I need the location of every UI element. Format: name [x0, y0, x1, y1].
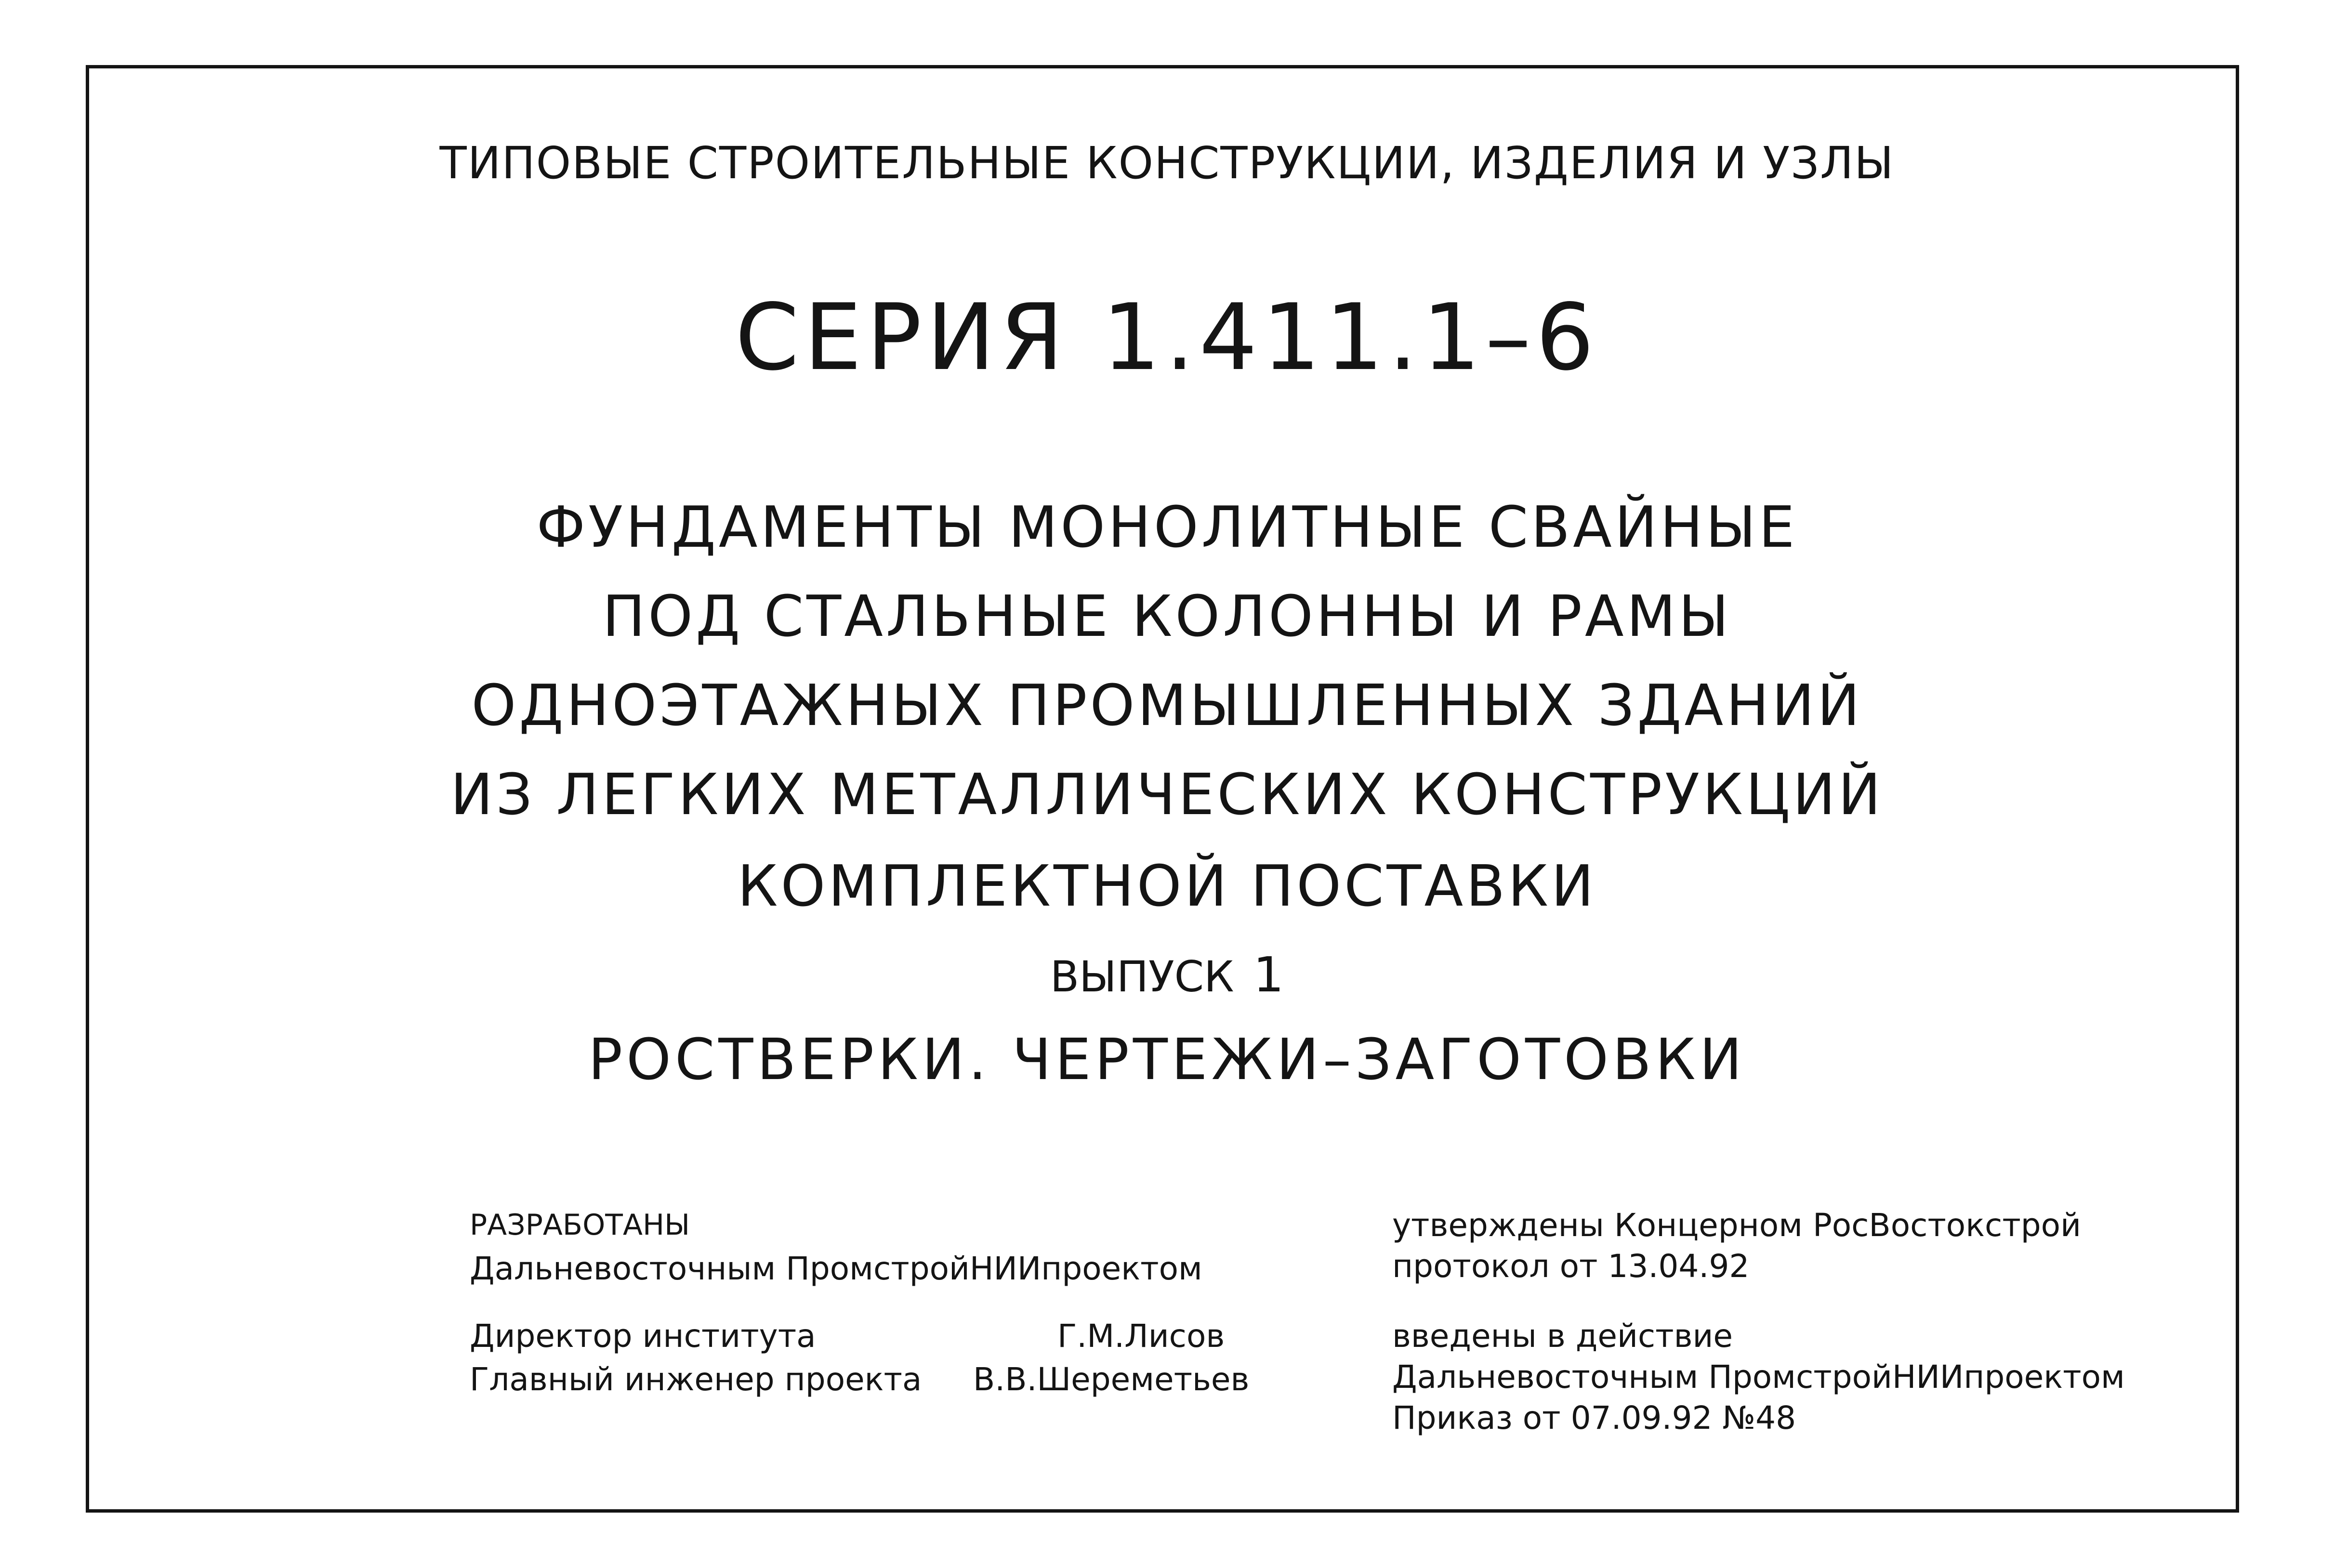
- title-line-5: КОМПЛЕКТНОЙ ПОСТАВКИ: [737, 853, 1597, 919]
- issue-number: 1: [1253, 947, 1284, 1003]
- chief-engineer-role: Главный инженер проекта: [470, 1361, 922, 1398]
- approved-line: утверждены Концерном РосВостокстрой: [1392, 1207, 2081, 1244]
- approved-protocol: протокол от 13.04.92: [1392, 1248, 1750, 1285]
- developed-org: Дальневосточным ПромстройНИИпроектом: [470, 1250, 1202, 1287]
- subtitle: РОСТВЕРКИ. ЧЕРТЕЖИ–ЗАГОТОВКИ: [588, 1026, 1746, 1093]
- enacted-order: Приказ от 07.09.92 №48: [1392, 1399, 1796, 1436]
- chief-engineer-name: В.В.Шереметьев: [973, 1361, 1250, 1398]
- director-role: Директор института: [470, 1318, 816, 1355]
- header-line: ТИПОВЫЕ СТРОИТЕЛЬНЫЕ КОНСТРУКЦИИ, ИЗДЕЛИЯ И УЗЛЫ: [439, 137, 1895, 189]
- title-line-2: ПОД СТАЛЬНЫЕ КОЛОННЫ И РАМЫ: [602, 583, 1732, 649]
- issue-block: [0, 947, 2334, 1003]
- title-line-4: ИЗ ЛЕГКИХ МЕТАЛЛИЧЕСКИХ КОНСТРУКЦИЙ: [450, 761, 1884, 828]
- developed-label: РАЗРАБОТАНЫ: [470, 1208, 690, 1242]
- title-line-1: ФУНДАМЕНТЫ МОНОЛИТНЫЕ СВАЙНЫЕ: [536, 494, 1798, 560]
- director-name: Г.М.Лисов: [1057, 1318, 1225, 1355]
- enacted-org: Дальневосточным ПромстройНИИпроектом: [1392, 1358, 2125, 1396]
- series-label: СЕРИЯ 1.411.1–6: [735, 284, 1599, 391]
- issue-label: ВЫПУСК: [1050, 952, 1234, 1001]
- title-line-3: ОДНОЭТАЖНЫХ ПРОМЫШЛЕННЫХ ЗДАНИЙ: [471, 672, 1863, 738]
- enacted-label: введены в действие: [1392, 1318, 1733, 1355]
